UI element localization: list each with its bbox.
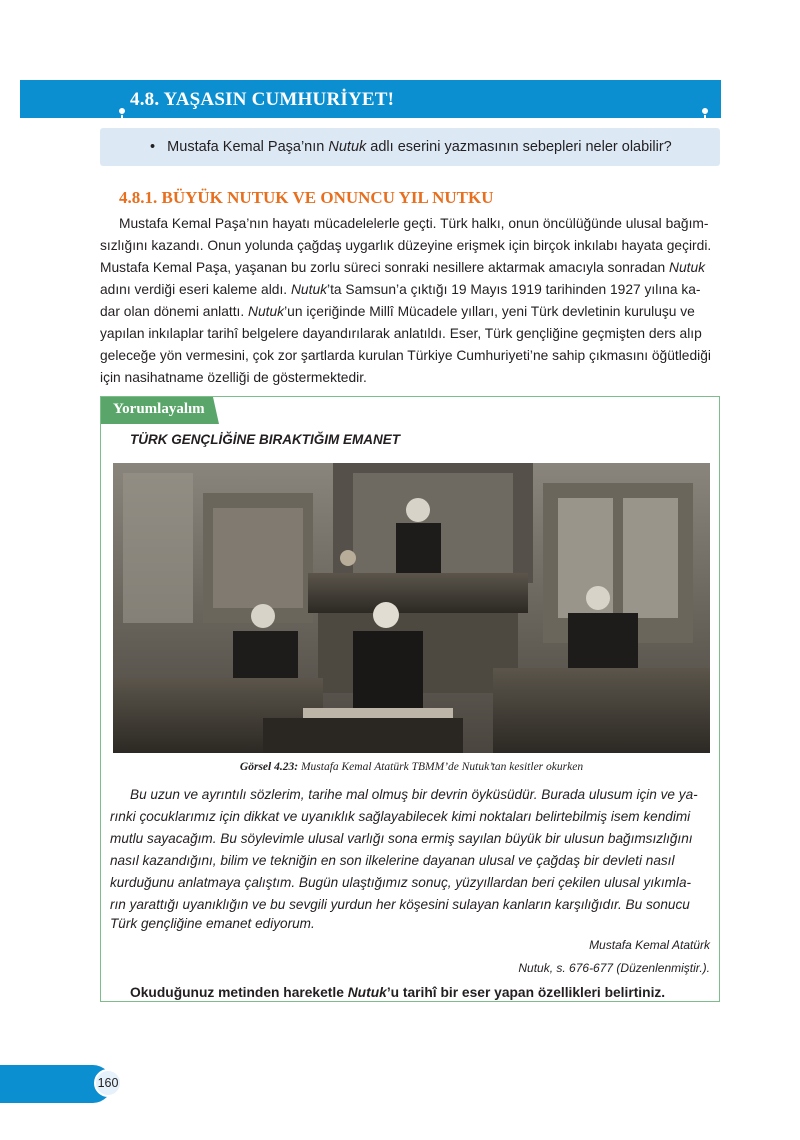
quote-line-7: Türk gençliğine emanet ediyorum.	[110, 916, 315, 931]
quote-line-2: rınki çocuklarımız için dikkat ve uyanıklık sağlayabilecek kimi noktaları belirtebilmiş isem kendimi	[110, 809, 691, 824]
body-line-3-italic: Nutuk	[669, 260, 706, 275]
body-line-4-text: adını verdiği eseri kaleme aldı.	[100, 282, 291, 297]
body-line-5-italic: Nutuk	[248, 304, 285, 319]
body-line-7: geleceğe yön vermesini, çok zor şartlarda kurulan Türkiye Cumhuriyeti’ne sahip çıkmasını öğütlediği	[100, 348, 711, 363]
right-pin-icon	[701, 107, 709, 115]
body-line-8: için nasihatname özelliği de göstermektedir.	[100, 370, 367, 385]
quote-author: Mustafa Kemal Atatürk	[589, 938, 710, 952]
task-text-a: Okuduğunuz metinden hareketle	[130, 985, 348, 1000]
section-title: 4.8. YAŞASIN CUMHURİYET!	[130, 89, 395, 110]
quote-line-1: Bu uzun ve ayrıntılı sözlerim, tarihe mal olmuş bir devrin öyküsüdür. Burada ulusum için ve ya-	[130, 787, 698, 802]
body-line-6: yapılan inkılaplar tarihî belgelere dayandırılarak anlatıldı. Eser, Türk gençliğine geçmişten ders alıp	[100, 326, 702, 341]
body-line-5-text-b: ’un içeriğinde Millî Mücadele yılları, yeni Türk devletinin kuruluşu ve	[284, 304, 695, 319]
body-line-3-text: Mustafa Kemal Paşa, yaşanan bu zorlu süreci sonraki nesillere aktarmak amacıyla sonradan	[100, 260, 670, 275]
bullet-icon: •	[150, 139, 156, 155]
quote-source: Nutuk, s. 676-677 (Düzenlenmiştir.).	[518, 961, 710, 975]
reading-title: TÜRK GENÇLİĞİNE BIRAKTIĞIM EMANET	[130, 432, 400, 447]
quote-line-5: kurduğunu anlatmaya çalıştım. Bugün ulaştığımız sonuç, yüzyıllardan beri çekilen ulusal yıkımla-	[110, 875, 692, 890]
caption-text: Mustafa Kemal Atatürk TBMM’de Nutuk’tan kesitler okurken	[298, 761, 584, 773]
caption-label: Görsel 4.23:	[239, 761, 299, 773]
body-line-4	[100, 282, 701, 297]
photo-caption	[113, 761, 710, 773]
task-text-b: ’u tarihî bir eser yapan özellikleri belirtiniz.	[386, 985, 666, 1000]
quote-line-6: rın yarattığı uyanıklığın ve bu sevgili yurdun her köşesini sulayan kanların karşılığıdır. Bu sonucu	[110, 897, 690, 912]
quote-line-4: nasıl kazandığını, bilim ve tekniğin en son ilkelerine dayanan ulusal ve çağdaş bir devleti nasıl	[110, 853, 675, 868]
question-part-1: Mustafa Kemal Paşa’nın	[167, 139, 329, 155]
question-italic: Nutuk	[328, 139, 367, 155]
body-line-5	[100, 304, 695, 319]
page-number: 160	[94, 1069, 122, 1097]
body-line-4-text-b: ’ta Samsun’a çıktığı 19 Mayıs 1919 tarihinden 1927 yılına ka-	[327, 282, 701, 297]
subsection-heading: 4.8.1. BÜYÜK NUTUK VE ONUNCU YIL NUTKU	[119, 188, 494, 207]
body-line-2: sızlığını kazandı. Onun yolunda çağdaş uygarlık düzeyine erişmek için birçok inkılabı hayata geçirdi.	[100, 238, 712, 253]
body-line-3	[100, 260, 705, 275]
left-pin-icon	[118, 107, 126, 115]
body-line-4-italic: Nutuk	[290, 282, 328, 297]
question-text	[150, 139, 672, 155]
yorumlayalim-label: Yorumlayalım	[113, 401, 205, 417]
parliament-photo	[113, 463, 710, 753]
quote-line-3: mutlu sayacağım. Bu söylevimle ulusal varlığı sona ermiş sayılan büyük bir ulusun bağımsızlığını	[110, 831, 693, 846]
task-italic: Nutuk	[347, 985, 387, 1000]
body-line-5-text: dar olan dönemi anlattı.	[100, 304, 249, 319]
task-instruction	[130, 985, 665, 1000]
question-part-2: adlı eserini yazmasının sebepleri neler olabilir?	[366, 139, 672, 155]
body-line-1: Mustafa Kemal Paşa’nın hayatı mücadelelerle geçti. Türk halkı, onun öncülüğünde ulusal bağım-	[119, 216, 709, 231]
